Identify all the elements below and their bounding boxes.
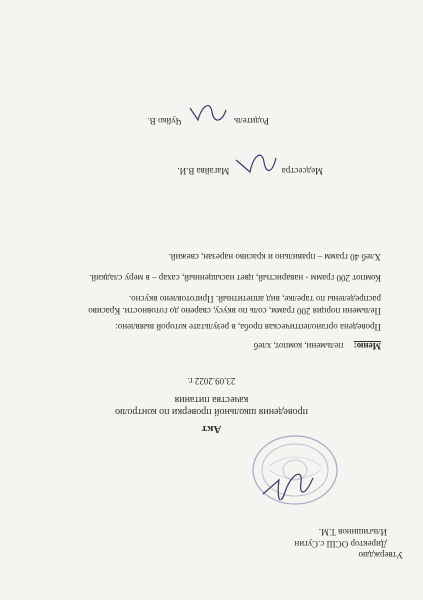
director-signature (261, 472, 315, 500)
menu-line (254, 340, 381, 351)
parent-role: Родитель (234, 116, 269, 126)
nurse-signature (232, 152, 280, 178)
parent-name: Чуйко В. (147, 116, 182, 126)
nurse-signature-line (177, 165, 323, 176)
director-name: Ильгишинов Т.М. (318, 527, 387, 538)
director-line: Директор ОСШ с.Сугин (294, 538, 387, 549)
menu-items: пельмени, компот, хлеб (253, 341, 344, 351)
menu-label: Меню: (353, 341, 381, 351)
approval-heading: Утверждаю (358, 550, 403, 560)
title-line-2: проведения школьной проверки по контролю (115, 406, 308, 418)
document-date: 23.09.2022 г. (187, 376, 236, 387)
title-line-3: качества питания (174, 393, 249, 405)
nurse-name: Магайва В.И. (177, 166, 230, 176)
paragraph-intro: Проведена органолептическая проба, в результате которой выявлено: (115, 322, 381, 332)
inspection-text (41, 246, 381, 332)
nurse-role: Медсестра (281, 166, 323, 176)
approval-block (294, 526, 403, 560)
parent-signature (184, 102, 232, 128)
paragraph-dumplings: Пельмени порция 200 грамм, соль по вкусу, сварено до готовности. Красиво распределены по тарелке, вид аппетитный. Приготовлено вкусно. (88, 294, 381, 316)
paragraph-compote: Компот 200 грамм - наваристый, цвет насыщенный, сахар – в меру сладкий. (89, 273, 381, 284)
paragraph-bread: Хлеб 40 грамм – правильно и красиво нарезан, свежий. (168, 252, 381, 262)
document-title (0, 375, 423, 435)
title-act: Акт (201, 423, 222, 435)
parent-signature-line (147, 115, 269, 126)
